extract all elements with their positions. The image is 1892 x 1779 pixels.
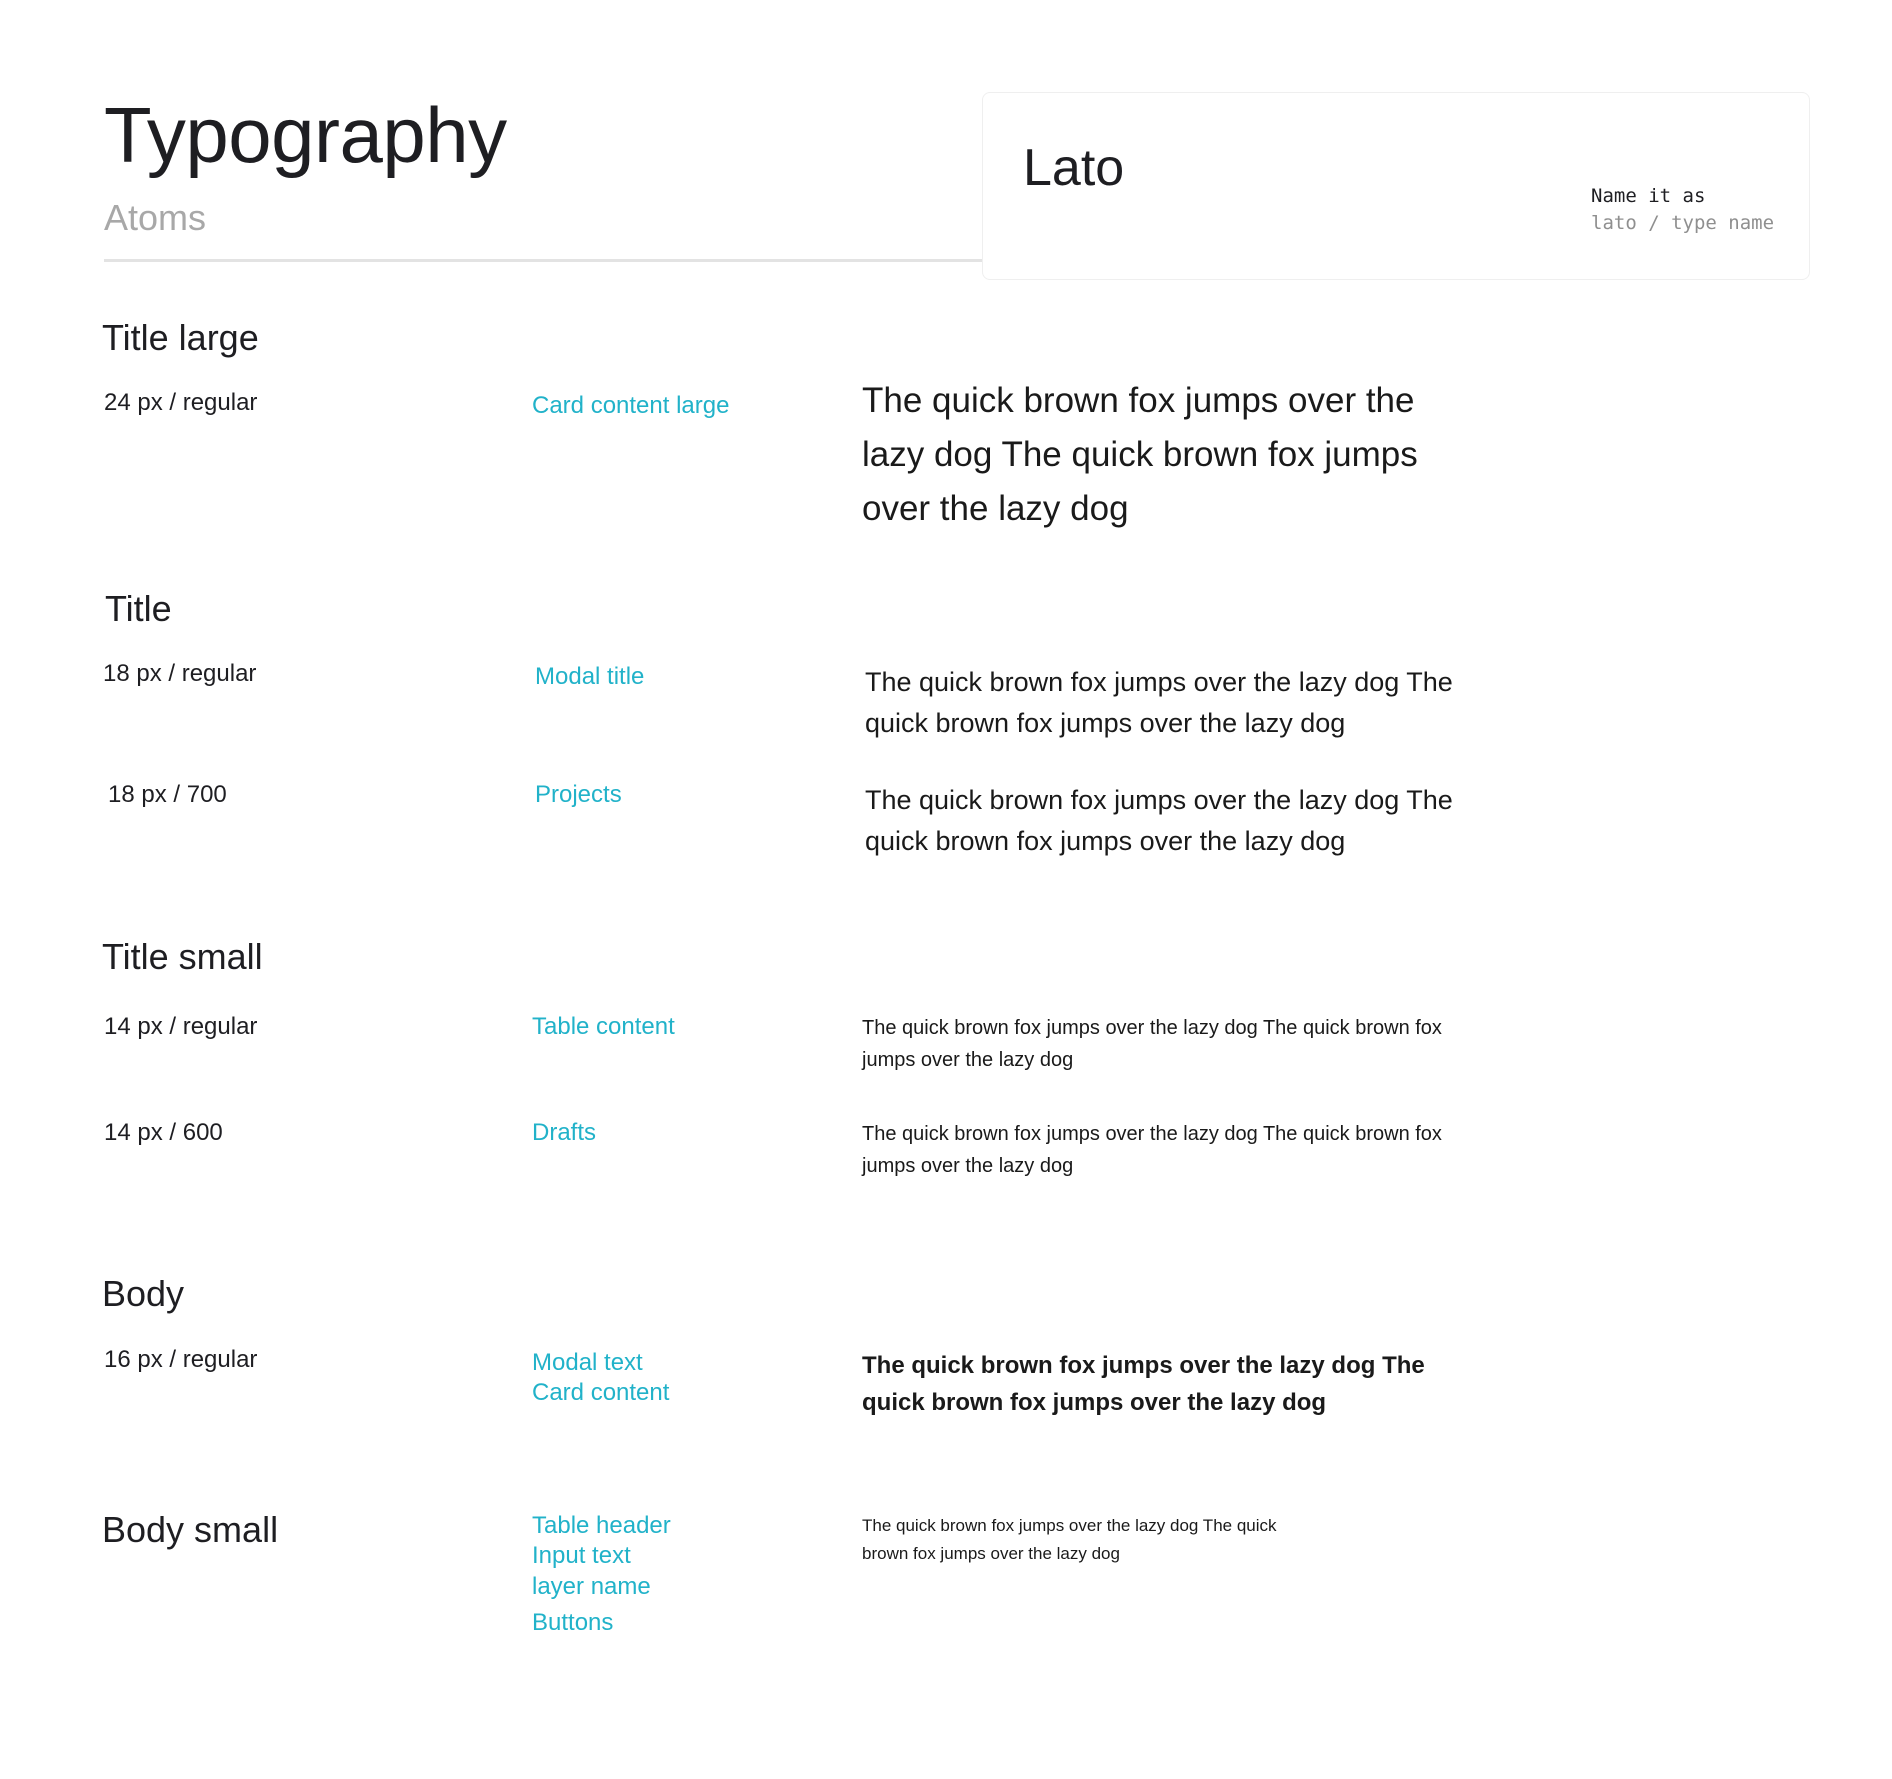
section-title-body-small: Body small (102, 1509, 279, 1550)
type-sample: The quick brown fox jumps over the lazy dog The quick brown fox jumps over the lazy dog (862, 1017, 1442, 1071)
spec-label: 18 px / regular (103, 660, 257, 687)
spec-label: 14 px / 600 (104, 1119, 223, 1146)
type-sample: The quick brown fox jumps over the lazy dog The quick brown fox jumps over the lazy dog (865, 667, 1453, 738)
type-sample: The quick brown fox jumps over the lazy dog The quick brown fox jumps over the lazy dog (862, 1123, 1442, 1177)
spec-label: 18 px / 700 (108, 781, 227, 808)
usage-list (532, 1348, 669, 1408)
font-name: Lato (1023, 139, 1125, 197)
page-subtitle: Atoms (104, 197, 207, 238)
type-sample: The quick brown fox jumps over the lazy dog The quick brown fox jumps over the lazy dog (862, 381, 1418, 528)
usage-label: Projects (535, 781, 622, 808)
spec-label: 24 px / regular (104, 389, 258, 416)
usage-label: Buttons (532, 1609, 614, 1636)
usage-label: Modal title (535, 663, 645, 690)
usage-label: Table content (532, 1013, 675, 1040)
usage-label: layer name (532, 1573, 651, 1600)
spec-label: 14 px / regular (104, 1013, 258, 1040)
page-title: Typography (104, 91, 507, 179)
usage-label: Card content (532, 1379, 670, 1406)
usage-label: Drafts (532, 1119, 597, 1146)
header-divider (104, 259, 982, 262)
type-sample: The quick brown fox jumps over the lazy dog The quick brown fox jumps over the lazy dog (862, 1516, 1277, 1563)
section-title-small: Title small (102, 936, 263, 977)
usage-label: Input text (532, 1542, 631, 1569)
spec-label: 16 px / regular (104, 1346, 258, 1373)
font-card (982, 92, 1810, 280)
usage-label: Card content large (532, 392, 730, 419)
name-it-as-value: lato / type name (1591, 212, 1775, 234)
usage-label: Table header (532, 1512, 671, 1539)
usage-label: Modal text (532, 1349, 643, 1376)
section-title-large: Title large (102, 317, 259, 358)
name-it-as-label: Name it as (1591, 185, 1706, 207)
section-title: Title (105, 588, 172, 629)
type-sample: The quick brown fox jumps over the lazy dog The quick brown fox jumps over the lazy dog (862, 1352, 1425, 1416)
type-sample: The quick brown fox jumps over the lazy dog The quick brown fox jumps over the lazy dog (865, 785, 1453, 856)
section-title-body: Body (102, 1273, 185, 1314)
